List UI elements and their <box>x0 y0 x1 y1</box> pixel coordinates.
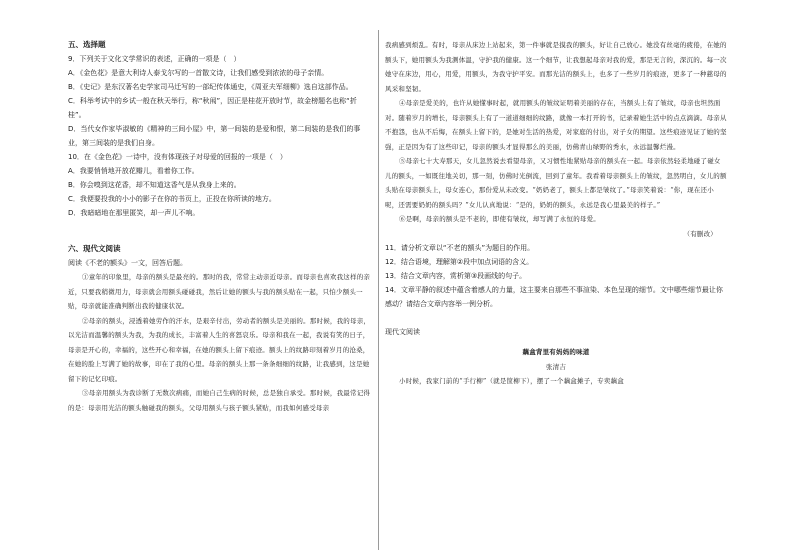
reading2-label: 现代文阅读 <box>385 328 420 336</box>
q9-option-b: B．《史记》是东汉著名史学家司马迁写的一部纪传体通史，《周亚夫军细柳》选自这部作品。 <box>68 83 353 91</box>
q9-stem: 9．下列关于文化文学常识的表述，正确的一项是（ ） <box>68 55 241 63</box>
reading2-title: 藕盒背里有妈妈的味道 <box>522 348 590 356</box>
right-column <box>385 38 727 389</box>
passage-paragraph-4: ④母亲是爱美的，也许从她懂事时起，就用额头的皱纹证明着美丽的存在，当额头上有了皱纹，母亲也坦然面对。随着岁月的增长，母亲额头上有了一道道细细的纹路，就像一本打开的书，记录着她生活中的点点滴滴。母亲从不抱怨，也从不后悔，在额头上留下的，是她对生活的热爱，对家庭的付出，对子女的期望。这些痕迹见证了她的坚强，正是因为有了这些印记，母亲的额头才显得那么的美丽，仿佛青山绿野的秀水，永远温馨烂漫。 <box>385 99 727 151</box>
q10-option-a: A．我要悄悄地开放花瓣儿，看着你工作。 <box>68 167 199 175</box>
passage-paragraph-3-continued: 我病感到烦乱。有时，母亲从床边上站起来，第一件事就是摸我的额头，好让自己放心。她没有丝毫的疲倦，在她的额头下，她用额头为我测体温，守护我的健康。这一个细节，让我想起母亲对我的爱，那是无言的，深沉的。每一次她守在床边，用心，用爱，用额头，为我守护平安。而那光洁的额头上，也多了一些岁月的痕迹，更多了一种慈母的风采和坚韧。 <box>385 41 727 93</box>
passage-source: （有删改） <box>683 229 717 238</box>
passage-paragraph-1: ①童年的印象里，母亲的额头是最亮的。那时的我，常常主动亲近母亲。而母亲也喜欢我这样的亲近，只要我稍微用力，母亲就会用额头碰碰我，然后让她的额头与我的额头贴在一起，只怕少额头一贴，母亲就能准确判断出我的健康状况。 <box>68 273 371 310</box>
question-13: 13．结合文章内容，赏析第③段画线的句子。 <box>385 272 527 280</box>
q9-option-c: C．科举考试中的乡试一般在秋天举行，称“秋闱”，因正是桂花开放时节，故金榜题名也称“折桂”。 <box>68 97 357 119</box>
section6-title: 六、现代文阅读 <box>68 244 121 253</box>
reading-intro: 阅读《不老的额头》一文，回答后题。 <box>68 259 187 267</box>
q10-option-d: D．我暗暗地在那里匿笑，却一声儿不响。 <box>68 209 200 217</box>
column-divider <box>378 30 379 550</box>
question-11: 11．请分析文章以“不老的额头”为题目的作用。 <box>385 244 535 252</box>
q9-option-a: A．《金色花》是意大利诗人泰戈尔写的一首散文诗，让我们感受到浓浓的母子亲情。 <box>68 69 329 77</box>
question-12: 12．结合语境，理解第②段中加点词语的含义。 <box>385 258 534 266</box>
reading2-paragraph-1: 小时候，我家门前的“手行柳”（就是筐柳下），摆了一个藕盒摊子，专卖藕盒 <box>399 377 624 385</box>
section5-title: 五、选择题 <box>68 40 106 49</box>
q10-option-c: C．我便要投我的小小的影子在你的书页上，正投在你所读的地方。 <box>68 195 276 203</box>
passage-paragraph-2: ②母亲的额头，浸透着她劳作的汗水，是艰辛付出，劳动者的额头是美丽的。那时候，我的母亲，以光洁而温馨的额头为我，为我的成长，丰富着人生的喜怒哀乐。母亲和我在一起，我说有笑的日子，母亲是开心的，幸福的，这些开心和幸福，在她的额头上留下痕迹。额头上的纹路印刻着岁月的沧桑，在她的脸上写满了她的故事，印在了我的心里。母亲的额头上那一条条细细的纹路，让我感到，这是她留下的记忆印痕。 <box>68 316 371 383</box>
q9-option-d: D．当代女作家毕淑敏的《精神的三间小屋》中，第一间装的是爱和恨，第二间装的是我们的事业，第三间装的是我们自身。 <box>68 125 361 147</box>
left-column <box>68 38 373 415</box>
passage-paragraph-6: ⑥是啊，母亲的额头是不老的，即使有皱纹，却写满了永恒的母爱。 <box>399 215 600 223</box>
q10-stem: 10．在《金色花》一诗中，没有体现孩子对母爱的回报的一项是（ ） <box>68 153 287 161</box>
question-14: 14．文章平静的叙述中蕴含着感人的力量，这主要来自那些不事渲染、本色呈现的细节。文中哪些细节最让你感动？请结合文章内容举一例分析。 <box>385 286 723 308</box>
passage-paragraph-3: ③母亲用额头为我诊断了无数次病痛，而她自己生病的时候，总是独自承受。那时候，我最常记得的是：母亲用光洁的额头触碰我的额头，父母用额头与孩子额头紧贴，而我如何感受母亲 <box>68 389 371 412</box>
reading2-author: 张清吉 <box>545 362 567 371</box>
passage-paragraph-5: ⑤母亲七十大寿那天，女儿忽然说去看望母亲，又习惯性地紧贴母亲的额头在一起。母亲依然轻柔地碰了碰女儿的额头，一如既往地关切，那一刻，仿佛时光倒流，回到了童年。我看着母亲额头上的皱纹，忽然明白，女儿的额头贴在母亲额头上，母女连心，那份爱从未改变。“奶奶老了，额头上都是皱纹了。”母亲笑着说：“你，现在还小呢，还需要奶奶的额头吗？”女儿认真地说：“是的，奶奶的额头，永远是我心里最美的样子。” <box>385 157 727 209</box>
q10-option-b: B．你会嗅到这花香，却不知道这香气是从我身上来的。 <box>68 181 241 189</box>
